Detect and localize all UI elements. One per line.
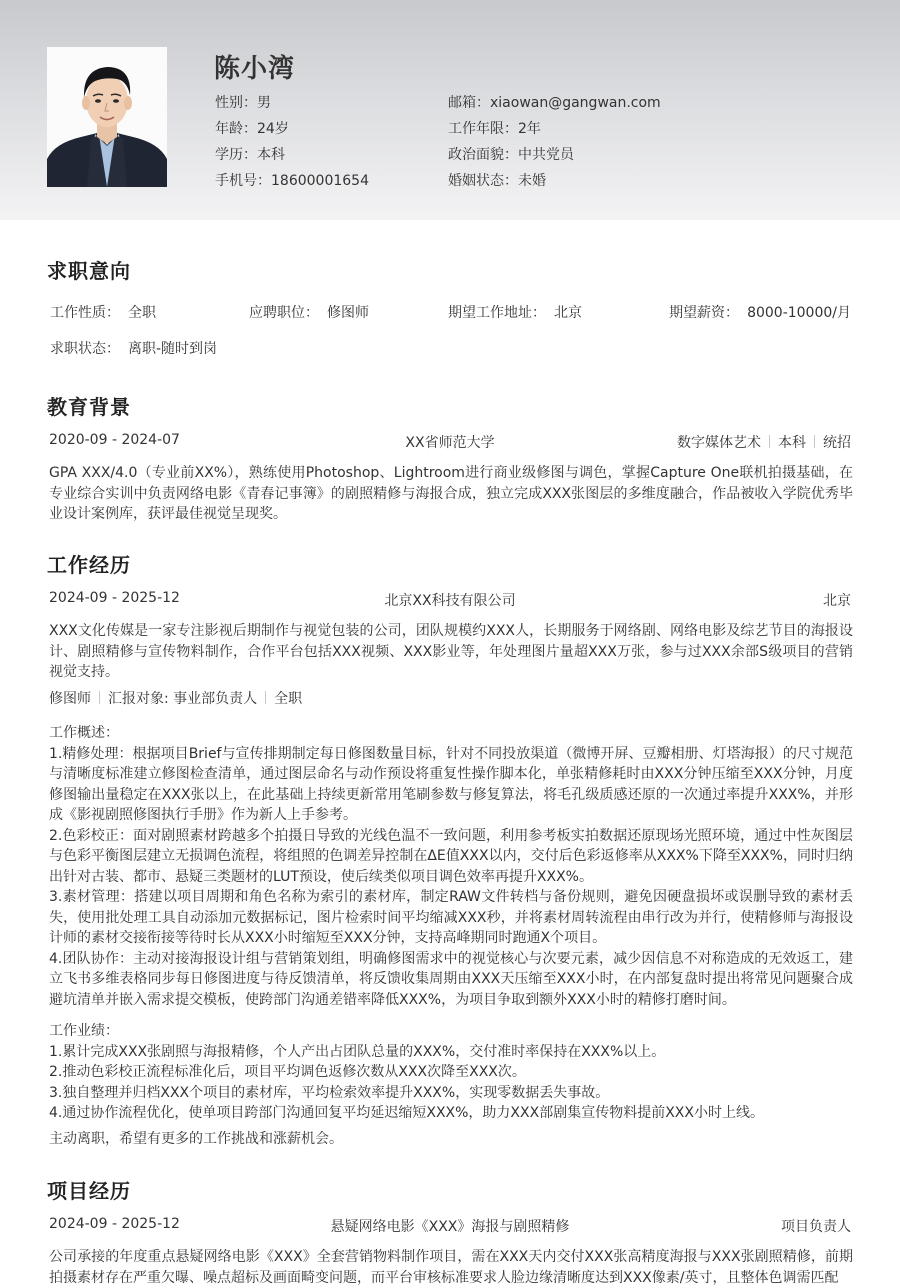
employment-type: 全职 [274, 691, 303, 707]
intent-label: 期望工作地址： [448, 305, 546, 321]
candidate-name: 陈小湾 [214, 54, 296, 84]
profile-photo [47, 47, 167, 187]
divider [769, 435, 770, 448]
work-city: 北京 [823, 593, 851, 609]
phone-field: 手机号：18600001654 [215, 173, 369, 189]
overview-item: 1.精修处理：根据项目Brief与宣传排期制定每日修图数量目标，针对不同投放渠道（微博开屏、豆瓣相册、灯塔海报）的尺寸规范与清晰度标准建立修图检查清单，通过图层命名与动作预设将重复性操作脚本化，单张精修耗时由XXX分钟压缩至XXX分钟，月度修图输出量稳定在XXX张以上，在此基础上持续更新常用笔刷参数与修复算法，将毛孔级质感还原的一次通过率提升XXX%，并形成《影视剧照修图执行手册》作为新人上手参考。 [49, 745, 853, 823]
person-portrait-icon [47, 47, 167, 187]
profile-info-left [215, 93, 369, 197]
project-date: 2024-09 - 2025-12 [49, 1216, 180, 1232]
intent-label: 工作性质： [50, 305, 120, 321]
email-field: 邮箱：xiaowan@gangwan.com [448, 95, 661, 111]
intent-location [448, 302, 582, 322]
company-name: 北京XX科技有限公司 [384, 593, 516, 609]
project-meta [49, 1216, 851, 1236]
work-meta [49, 590, 851, 610]
job-role: 修图师 [49, 691, 91, 707]
performance-item: 1.累计完成XXX张剧照与海报精修，个人产出占团队总量的XXX%，交付准时率保持在XXX%以上。 [49, 1043, 666, 1060]
intent-label: 期望薪资： [669, 305, 740, 321]
work-date: 2024-09 - 2025-12 [49, 590, 180, 606]
major: 数字媒体艺术 [677, 435, 761, 451]
performance-item: 4.通过协作流程优化，使单项目跨部门沟通回复平均延迟缩短XXX%，助力XXX部剧集宣传物料提前XXX小时上线。 [49, 1105, 764, 1121]
intent-position [249, 302, 369, 322]
education-level-field: 学历：本科 [215, 147, 285, 163]
intent-value: 全职 [128, 305, 156, 321]
gender-field: 性别：男 [215, 95, 271, 111]
education-meta [49, 432, 851, 452]
section-title: 工作经历 [47, 553, 131, 577]
company-intro: XXX文化传媒是一家专注影视后期制作与视觉包装的公司，团队规模约XXX人，长期服务于网络剧、网络电影及综艺节目的海报设计、剧照精修与宣传物料制作，合作平台包括XXX视频、XXX影业等，年处理图片量超XXX万张，参与过XXX余部S级项目的营销视觉支持。 [49, 623, 853, 680]
marital-status-field: 婚姻状态：未婚 [448, 173, 546, 189]
intent-status [50, 338, 217, 358]
overview-item: 4.团队协作：主动对接海报设计组与营销策划组，明确修图需求中的视觉核心与次要元素，减少因信息不对称造成的无效返工，建立飞书多维表格同步每日修图进度与待反馈清单，将反馈收集周期由XXX天压缩至XXX小时，在内部复盘时提出将常见问题聚合成避坑清单并嵌入需求提交模板，使跨部门沟通差错率降低XXX%，为项目争取到额外XXX小时的精修打磨时间。 [49, 950, 853, 1008]
overview-item: 3.素材管理：搭建以项目周期和角色名称为索引的素材库，制定RAW文件转档与备份规则，避免因硬盘损坏或误删导致的素材丢失，使用批处理工具自动添加元数据标记，图片检索时间平均缩减XXX秒，并将素材周转流程由串行改为并行，使精修师与海报设计师的素材交接衔接等待时长从XXX小时缩短至XXX分钟，支持高峰期同时跑通X个项目。 [49, 889, 853, 946]
work-years-field: 工作年限：2年 [448, 121, 541, 137]
enrollment-type: 统招 [823, 435, 851, 451]
divider [265, 691, 266, 704]
education-details [677, 432, 851, 452]
intent-value: 8000-10000/月 [747, 305, 851, 321]
education-description: GPA XXX/4.0（专业前XX%），熟练使用Photoshop、Lightroom进行商业级修图与调色，掌握Capture One联机拍摄基础，在专业综合实训中负责网络电影《青春记事簿》的剧照精修与海报合成，独立完成XXX张图层的多维度融合，作品被收入学院优秀毕业设计案例库，获评最佳视觉呈现奖。 [49, 465, 853, 522]
section-title: 求职意向 [47, 259, 131, 283]
age-field: 年龄：24岁 [215, 121, 289, 137]
performance-item: 2.推动色彩校正流程标准化后，项目平均调色返修次数从XXX次降至XXX次。 [49, 1064, 526, 1080]
education-section [47, 391, 853, 420]
work-section [47, 549, 853, 578]
degree: 本科 [778, 435, 806, 451]
project-section [47, 1175, 853, 1204]
performance-title: 工作业绩： [49, 1023, 119, 1039]
performance-item: 3.独自整理并归档XXX个项目的素材库，平均检索效率提升XXX%，实现零数据丢失事故。 [49, 1084, 610, 1101]
intent-job-type [50, 302, 156, 322]
intent-value: 修图师 [327, 305, 369, 321]
intent-label: 应聘职位： [249, 305, 319, 321]
overview-title: 工作概述： [49, 725, 119, 741]
intent-value: 离职-随时到岗 [128, 341, 218, 357]
work-overview [49, 723, 853, 1010]
intent-value: 北京 [554, 305, 582, 321]
project-name: 悬疑网络电影《XXX》海报与剧照精修 [330, 1219, 570, 1235]
report-to: 汇报对象: 事业部负责人 [108, 691, 258, 707]
divider [814, 435, 815, 448]
project-role: 项目负责人 [781, 1219, 851, 1235]
job-intent-section [47, 255, 853, 284]
school-name: XX省师范大学 [405, 435, 495, 451]
section-title: 教育背景 [47, 395, 131, 419]
profile-info-right [448, 93, 661, 197]
divider [99, 691, 100, 704]
section-title: 项目经历 [47, 1179, 131, 1203]
profile-header [0, 0, 900, 220]
intent-salary [669, 302, 851, 322]
leave-reason: 主动离职，希望有更多的工作挑战和涨薪机会。 [49, 1131, 343, 1147]
work-performance [49, 1021, 853, 1124]
overview-item: 2.色彩校正：面对剧照素材跨越多个拍摄日导致的光线色温不一致问题，利用参考板实拍数据还原现场光照环境，通过中性灰图层与色彩平衡图层建立无损调色流程，将组照的色调差异控制在ΔE值XXX以内，交付后色彩返修率从XXX%下降至XXX%，同时归纳出针对古装、都市、悬疑三类题材的LUT预设，使后续类似项目调色效率再提升XXX%。 [49, 827, 853, 885]
work-tags [49, 688, 302, 708]
political-status-field: 政治面貌：中共党员 [448, 147, 574, 163]
intent-label: 求职状态： [50, 341, 120, 357]
education-date: 2020-09 - 2024-07 [49, 432, 180, 448]
project-description: 公司承接的年度重点悬疑网络电影《XXX》全套营销物料制作项目，需在XXX天内交付XXX张高精度海报与XXX张剧照精修，前期拍摄素材存在严重欠曝、噪点超标及画面畸变问题，而平台审核标准要求人脸边缘清晰度达到XXX像素/英寸，且整体色调需匹配 [49, 1249, 853, 1286]
